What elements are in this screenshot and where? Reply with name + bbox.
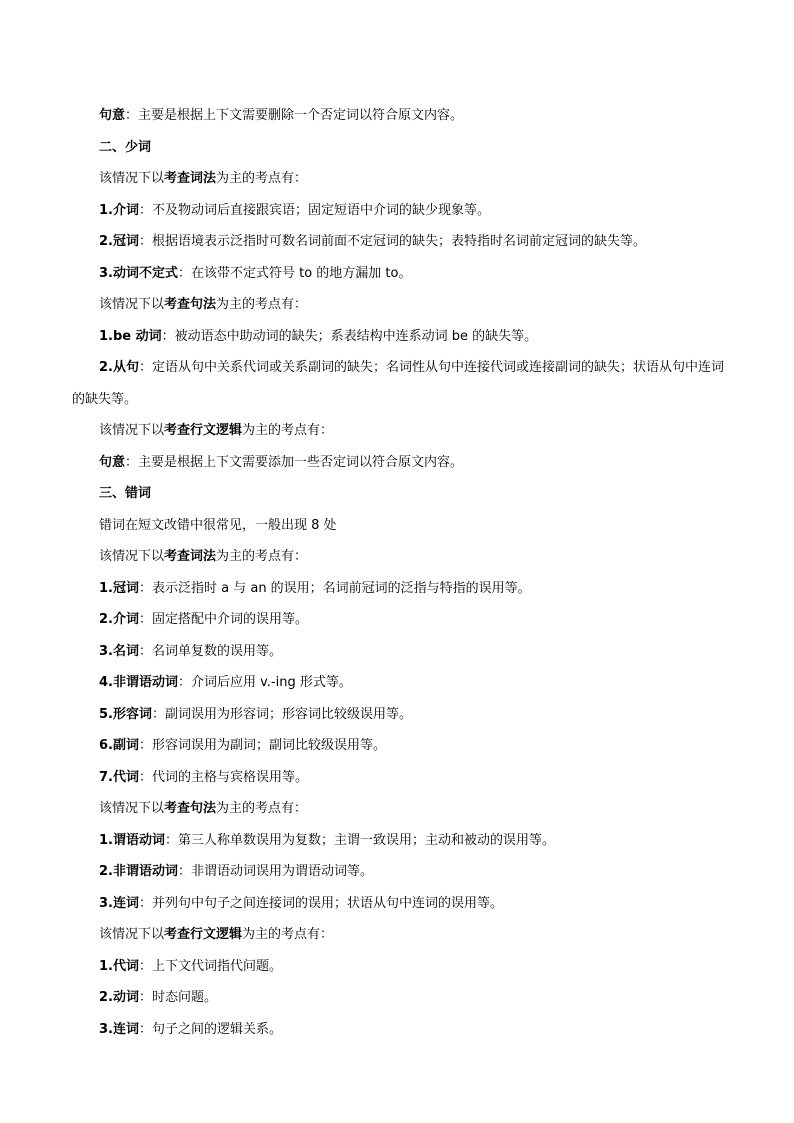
paragraph-line (72, 226, 734, 258)
term-description: ：定语从句中关系代词或关系副词的缺失；名词性从句中连接代词或连接副词的缺失；状语从句中连词的缺失等。 (72, 360, 724, 407)
paragraph-line (72, 604, 734, 636)
intro-text-end: 为主的考点有： (216, 297, 308, 312)
term-label: 3.连词 (99, 895, 139, 911)
term-label: 2.动词 (99, 990, 139, 1005)
paragraph-line (72, 730, 734, 762)
term-label: 2.冠词 (99, 234, 139, 249)
term-label: 2.从句 (99, 360, 139, 375)
paragraph-line (72, 888, 734, 920)
term-label: 4.非谓语动词 (99, 675, 178, 690)
intro-text-end: 为主的考点有： (216, 801, 308, 816)
term-label: 2.介词 (99, 612, 139, 627)
term-label: 1.谓语动词 (99, 832, 165, 848)
section-heading: 三、错词 (99, 486, 152, 501)
term-label: 1.代词 (99, 958, 139, 974)
intro-text: 该情况下以 (99, 423, 165, 438)
paragraph-line (72, 636, 734, 668)
term-description: ：形容词误用为副词；副词比较级误用等。 (138, 738, 386, 753)
paragraph-line (72, 793, 734, 825)
paragraph-line (72, 919, 734, 951)
term-label: 2.非谓语动词 (99, 864, 178, 879)
term-description: ：并列句中句子之间连接词的误用；状语从句中连词的误用等。 (138, 895, 503, 911)
intro-text: 该情况下以 (99, 171, 165, 186)
term-label: 3.动词不定式 (99, 265, 178, 281)
emphasis-text: 考查行文逻辑 (164, 927, 243, 942)
paragraph-line (72, 289, 734, 321)
term-description: ：固定搭配中介词的误用等。 (138, 612, 308, 627)
term-description: ：表示泛指时 a 与 an 的误用；名词前冠词的泛指与特指的误用等。 (138, 580, 531, 596)
paragraph-line (72, 321, 734, 353)
intro-text: 该情况下以 (99, 549, 165, 564)
emphasis-text: 考查词法 (164, 171, 217, 186)
intro-text: 该情况下以 (99, 801, 165, 816)
intro-text-end: 为主的考点有： (216, 549, 308, 564)
term-description: ：上下文代词指代问题。 (138, 958, 282, 974)
paragraph-line (72, 856, 734, 888)
term-description: ：代词的主格与宾格误用等。 (138, 769, 308, 785)
intro-text: 该情况下以 (99, 927, 165, 942)
emphasis-text: 考查句法 (164, 297, 217, 312)
intro-text-end: 为主的考点有： (242, 423, 334, 438)
paragraph-line (72, 541, 734, 573)
term-label: 句意 (99, 108, 126, 123)
paragraph-line (72, 982, 734, 1014)
term-label: 7.代词 (99, 769, 139, 785)
paragraph-line (72, 825, 734, 857)
paragraph-line (72, 573, 734, 605)
term-description: ：主要是根据上下文需要添加一些否定词以符合原文内容。 (125, 454, 464, 470)
intro-text-end: 为主的考点有： (242, 927, 334, 942)
term-description: ：副词误用为形容词；形容词比较级误用等。 (151, 706, 412, 722)
term-label: 1.冠词 (99, 580, 139, 596)
term-description: ：名词单复数的误用等。 (138, 643, 282, 659)
term-description: ：被动语态中助动词的缺失；系表结构中连系动词 be 的缺失等。 (161, 328, 538, 344)
paragraph-line (72, 667, 734, 699)
intro-text: 该情况下以 (99, 297, 165, 312)
term-label: 1.介词 (99, 202, 139, 218)
paragraph-line (72, 415, 734, 447)
term-description: ：主要是根据上下文需要删除一个否定词以符合原文内容。 (125, 108, 464, 123)
term-description: ：时态问题。 (138, 990, 217, 1005)
term-label: 3.名词 (99, 643, 139, 659)
intro-text-end: 为主的考点有： (216, 171, 308, 186)
section-heading: 二、少词 (99, 139, 152, 155)
emphasis-text: 考查句法 (164, 801, 217, 816)
term-description: ：根据语境表示泛指时可数名词前面不定冠词的缺失；表特指时名词前定冠词的缺失等。 (138, 234, 646, 249)
term-description: ：介词后应用 v.-ing 形式等。 (177, 675, 352, 690)
emphasis-text: 考查词法 (164, 549, 217, 564)
paragraph-line (72, 447, 734, 479)
emphasis-text: 考查行文逻辑 (164, 423, 243, 438)
paragraph-line (72, 951, 734, 983)
term-description: ：句子之间的逻辑关系。 (138, 1021, 282, 1037)
paragraph-line (72, 100, 734, 132)
term-label: 6.副词 (99, 738, 139, 753)
term-description: ：非谓语动词误用为谓语动词等。 (177, 864, 373, 879)
paragraph-line (72, 762, 734, 794)
paragraph-line (72, 352, 732, 415)
paragraph-line: 错词在短文改错中很常见，一般出现 8 处 (99, 517, 337, 533)
paragraph-line (72, 163, 734, 195)
term-label: 句意 (99, 454, 126, 470)
term-description: ：不及物动词后直接跟宾语；固定短语中介词的缺少现象等。 (138, 202, 490, 218)
term-description: ：在该带不定式符号 to 的地方漏加 to。 (177, 265, 412, 281)
paragraph-line (72, 258, 734, 290)
paragraph-line (72, 195, 734, 227)
term-label: 1.be 动词 (99, 328, 162, 344)
term-label: 5.形容词 (99, 706, 152, 722)
term-label: 3.连词 (99, 1021, 139, 1037)
term-description: ：第三人称单数误用为复数；主谓一致误用；主动和被动的误用等。 (164, 832, 555, 848)
paragraph-line (72, 1014, 734, 1046)
paragraph-line (72, 699, 734, 731)
